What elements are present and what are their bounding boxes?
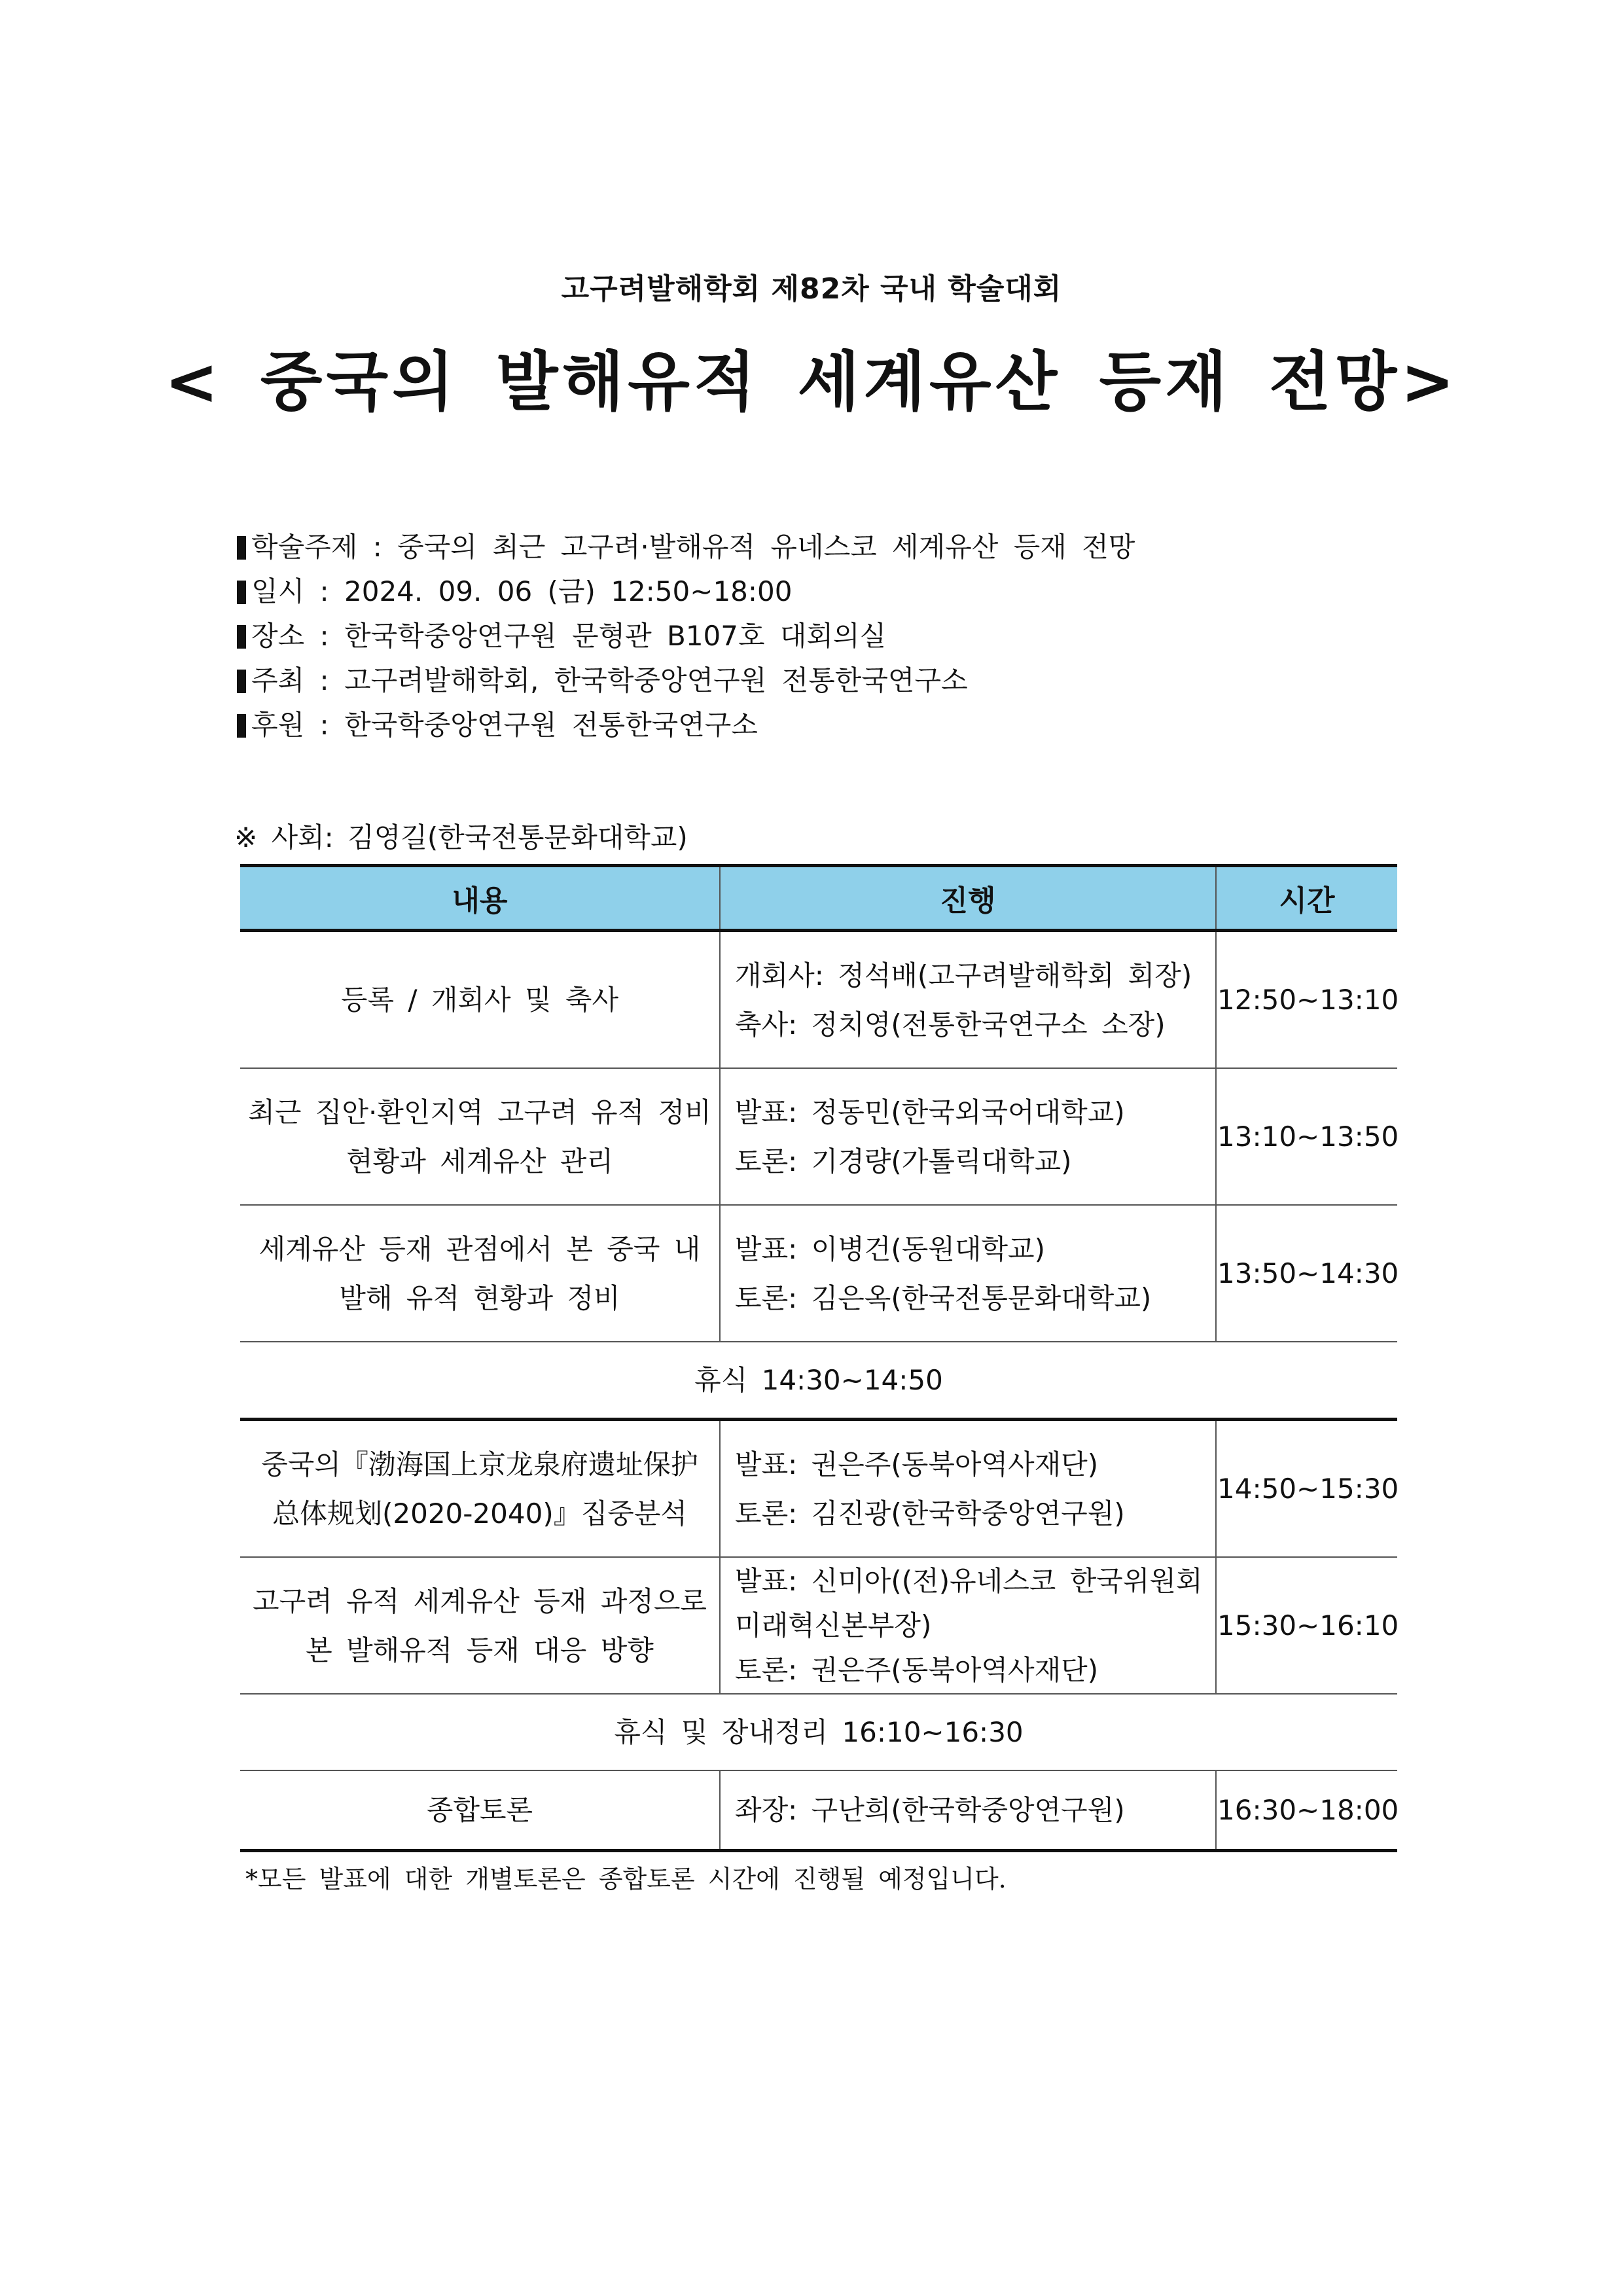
session-content: [240, 1770, 720, 1851]
progress-line: 토론: 김진광(한국학중앙연구원): [735, 1497, 1125, 1530]
table-header-row: [240, 866, 1397, 931]
moderator-line: ※ 사회: 김영길(한국전통문화대학교): [234, 821, 688, 853]
info-label: 일시: [251, 575, 305, 607]
session-progress: [720, 1557, 1216, 1694]
session-progress: [720, 1205, 1216, 1342]
session-content: [240, 1420, 720, 1558]
info-item-topic: [237, 525, 1135, 569]
table-row: [240, 1068, 1397, 1205]
content-line: 등록 / 개회사 및 축사: [340, 984, 619, 1016]
session-progress: [720, 1068, 1216, 1205]
info-label: 주최: [251, 664, 305, 696]
info-value: 한국학중앙연구원 문형관 B107호 대회의실: [344, 620, 887, 652]
info-item-venue: [237, 614, 1135, 658]
event-info-list: [237, 525, 1135, 747]
progress-line: 발표: 이병건(동원대학교): [735, 1232, 1045, 1265]
column-header-time: 시간: [1216, 866, 1397, 931]
break-row: [240, 1342, 1397, 1420]
square-bullet-icon: [237, 536, 246, 560]
break-label: 휴식 및 장내정리 16:10~16:30: [240, 1694, 1397, 1770]
info-separator: :: [357, 531, 398, 563]
info-separator: :: [304, 664, 345, 696]
event-subtitle: 고구려발해학회 제82차 국내 학술대회: [561, 272, 1062, 306]
info-value: 중국의 최근 고구려·발해유적 유네스코 세계유산 등재 전망: [397, 531, 1135, 563]
session-time: 15:30~16:10: [1216, 1557, 1397, 1694]
session-progress: [720, 1420, 1216, 1558]
content-line: 최근 집안·환인지역 고구려 유적 정비: [248, 1096, 711, 1128]
square-bullet-icon: [237, 625, 246, 649]
progress-line: 토론: 김은옥(한국전통문화대학교): [735, 1282, 1152, 1314]
session-content: [240, 931, 720, 1069]
schedule-table: [240, 864, 1397, 1852]
break-label: 휴식 14:30~14:50: [240, 1342, 1397, 1420]
progress-line: 발표: 정동민(한국외국어대학교): [735, 1096, 1125, 1128]
info-value: 한국학중앙연구원 전통한국연구소: [344, 709, 758, 741]
info-value: 2024. 09. 06 (금) 12:50∼18:00: [344, 575, 793, 607]
info-item-organizer: [237, 658, 1135, 703]
column-header-content: 내용: [240, 866, 720, 931]
info-label: 학술주제: [251, 531, 358, 563]
session-progress: [720, 1770, 1216, 1851]
table-row: [240, 1420, 1397, 1558]
session-time: 13:50~14:30: [1216, 1205, 1397, 1342]
progress-line: 개회사: 정석배(고구려발해학회 회장): [735, 959, 1192, 992]
session-time: 16:30~18:00: [1216, 1770, 1397, 1851]
session-content: [240, 1205, 720, 1342]
content-line: 고구려 유적 세계유산 등재 과정으로: [253, 1585, 707, 1617]
table-row: [240, 1770, 1397, 1851]
progress-line: 발표: 권은주(동북아역사재단): [735, 1448, 1099, 1480]
content-line: 발해 유적 현황과 정비: [339, 1282, 620, 1314]
content-line: 본 발해유적 등재 대응 방향: [306, 1634, 654, 1666]
column-header-progress: 진행: [720, 866, 1216, 931]
progress-line: 미래혁신본부장): [735, 1609, 932, 1641]
session-time: 12:50~13:10: [1216, 931, 1397, 1069]
session-progress: [720, 931, 1216, 1069]
event-title: < 중국의 발해유적 세계유산 등재 전망>: [164, 345, 1459, 420]
content-line: 중국의『渤海国上京龙泉府遗址保护: [261, 1448, 698, 1480]
footnote: *모든 발표에 대한 개별토론은 종합토론 시간에 진행될 예정입니다.: [245, 1865, 1007, 1893]
content-line: 세계유산 등재 관점에서 본 중국 내: [259, 1232, 701, 1265]
progress-line: 축사: 정치영(전통한국연구소 소장): [735, 1008, 1166, 1041]
square-bullet-icon: [237, 714, 246, 738]
session-time: 14:50~15:30: [1216, 1420, 1397, 1558]
info-label: 후원: [251, 709, 305, 741]
info-item-sponsor: [237, 703, 1135, 747]
table-row: [240, 931, 1397, 1069]
session-content: [240, 1068, 720, 1205]
info-item-date: [237, 569, 1135, 614]
info-separator: :: [304, 575, 345, 607]
table-row: [240, 1205, 1397, 1342]
progress-line: 발표: 신미아((전)유네스코 한국위원회: [735, 1564, 1203, 1597]
content-line: 현황과 세계유산 관리: [346, 1145, 613, 1177]
session-content: [240, 1557, 720, 1694]
square-bullet-icon: [237, 670, 246, 693]
session-time: 13:10~13:50: [1216, 1068, 1397, 1205]
break-row: [240, 1694, 1397, 1770]
progress-line: 토론: 기경량(가톨릭대학교): [735, 1145, 1072, 1177]
info-separator: :: [304, 620, 345, 652]
info-label: 장소: [251, 620, 305, 652]
info-value: 고구려발해학회, 한국학중앙연구원 전통한국연구소: [344, 664, 968, 696]
content-line: 종합토론: [426, 1794, 533, 1826]
progress-line: 토론: 권은주(동북아역사재단): [735, 1653, 1099, 1686]
square-bullet-icon: [237, 581, 246, 604]
info-separator: :: [304, 709, 345, 741]
content-line: 总体规划(2020-2040)』집중분석: [272, 1497, 687, 1530]
table-row: [240, 1557, 1397, 1694]
progress-line: 좌장: 구난희(한국학중앙연구원): [735, 1794, 1125, 1826]
